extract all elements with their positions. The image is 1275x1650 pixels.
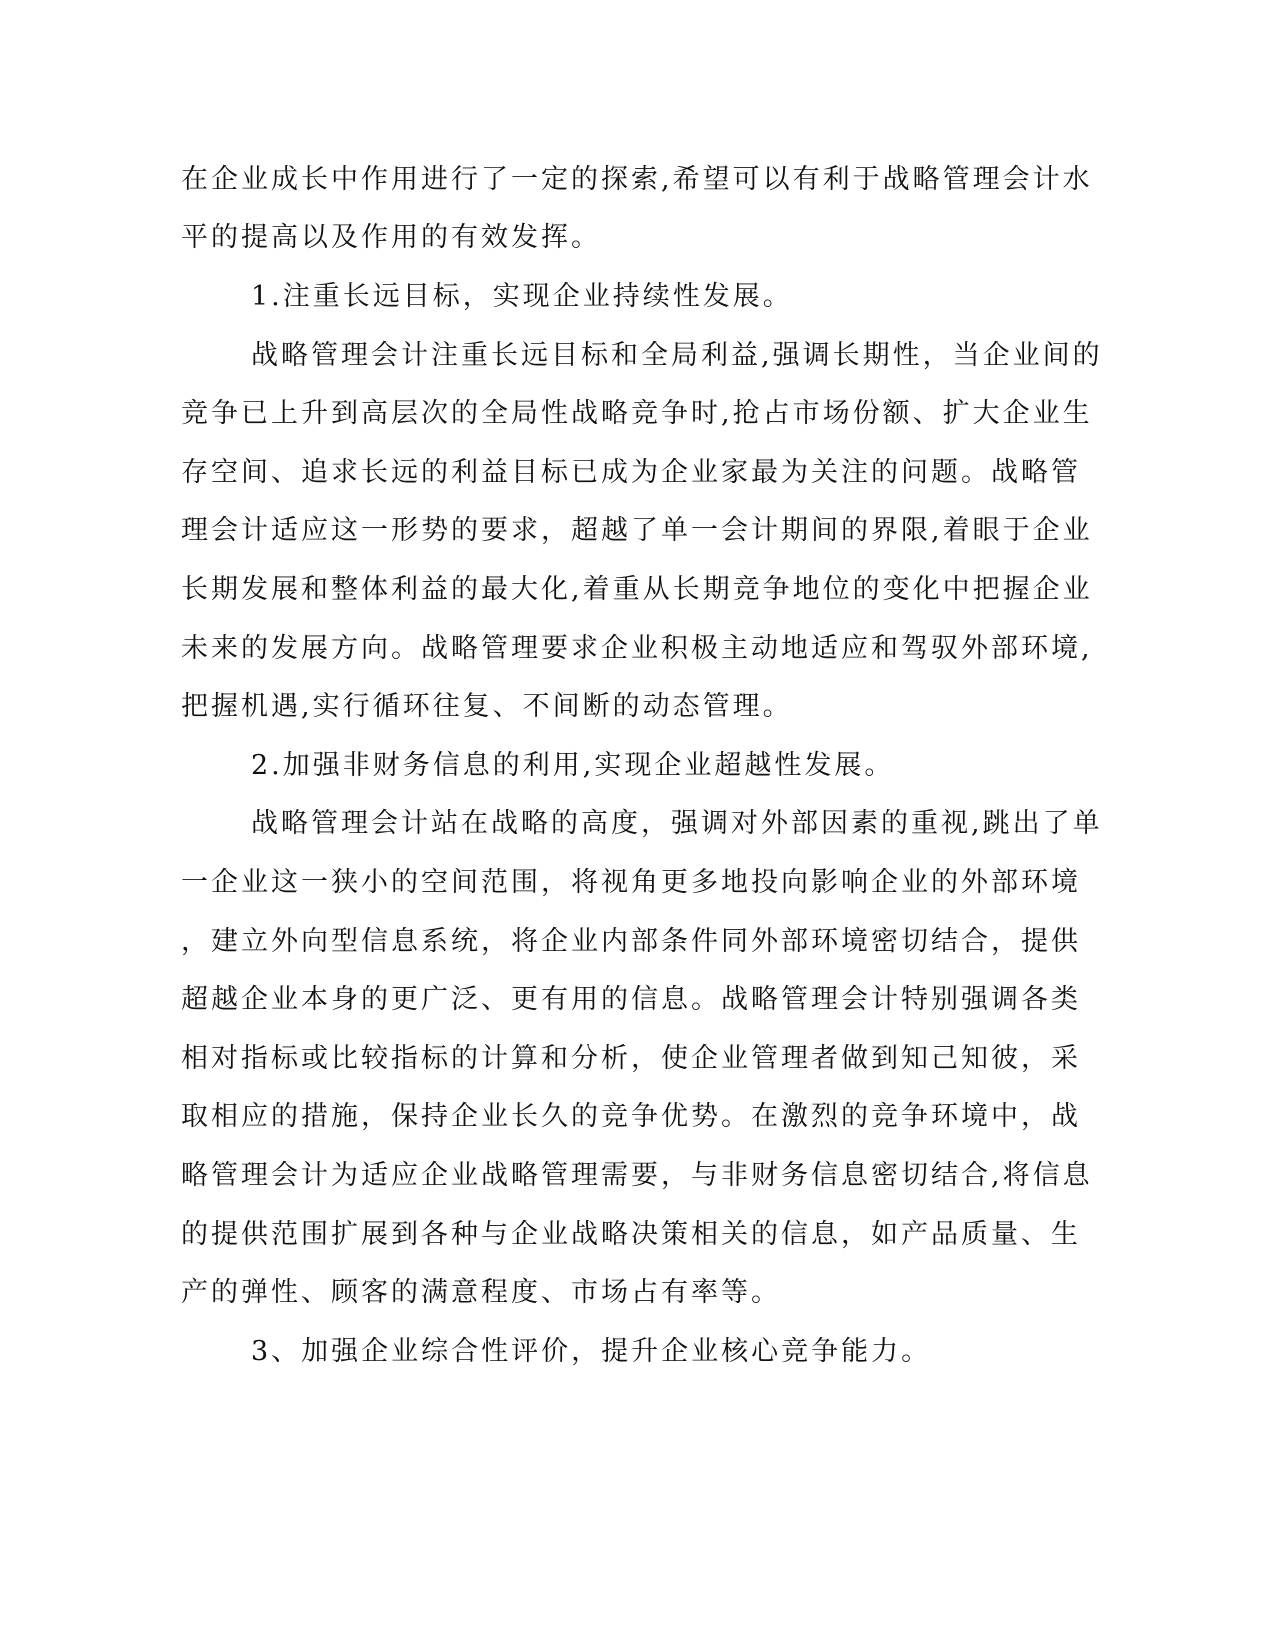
paragraph-line: 把握机遇,实行循环往复、不间断的动态管理。 (181, 691, 793, 722)
paragraph-line: 相对指标或比较指标的计算和分析，使企业管理者做到知己知彼，采 (181, 1043, 1081, 1074)
paragraph-line: 战略管理会计注重长远目标和全局利益,强调长期性，当企业间的 (251, 340, 1103, 371)
paragraph-line: 在企业成长中作用进行了一定的探索,希望可以有利于战略管理会计水 (181, 164, 1093, 195)
paragraph-line: 竞争已上升到高层次的全局性战略竞争时,抢占市场份额、扩大企业生 (181, 398, 1093, 429)
paragraph-line: 理会计适应这一形势的要求，超越了单一会计期间的界限,着眼于企业 (181, 515, 1093, 546)
paragraph-line: 平的提高以及作用的有效发挥。 (181, 222, 601, 253)
section-heading-1: 1.注重长远目标，实现企业持续性发展。 (251, 281, 793, 312)
paragraph-line: 产的弹性、顾客的满意程度、市场占有率等。 (181, 1277, 781, 1308)
paragraph-line: 超越企业本身的更广泛、更有用的信息。战略管理会计特别强调各类 (181, 984, 1081, 1015)
paragraph-line: 战略管理会计站在战略的高度，强调对外部因素的重视,跳出了单 (251, 808, 1103, 839)
section-heading-2: 2.加强非财务信息的利用,实现企业超越性发展。 (251, 750, 895, 781)
paragraph-line: ，建立外向型信息系统，将企业内部条件同外部环境密切结合，提供 (181, 926, 1081, 957)
paragraph-line: 未来的发展方向。战略管理要求企业积极主动地适应和驾驭外部环境, (181, 633, 1093, 664)
paragraph-line: 略管理会计为适应企业战略管理需要，与非财务信息密切结合,将信息 (181, 1160, 1093, 1191)
section-heading-3: 3、加强企业综合性评价，提升企业核心竞争能力。 (251, 1336, 932, 1367)
paragraph-line: 取相应的措施，保持企业长久的竞争优势。在激烈的竞争环境中，战 (181, 1101, 1081, 1132)
paragraph-line: 存空间、追求长远的利益目标已成为企业家最为关注的问题。战略管 (181, 457, 1081, 488)
paragraph-line: 一企业这一狭小的空间范围，将视角更多地投向影响企业的外部环境 (181, 867, 1081, 898)
paragraph-line: 的提供范围扩展到各种与企业战略决策相关的信息，如产品质量、生 (181, 1219, 1081, 1250)
paragraph-line: 长期发展和整体利益的最大化,着重从长期竞争地位的变化中把握企业 (181, 574, 1093, 605)
